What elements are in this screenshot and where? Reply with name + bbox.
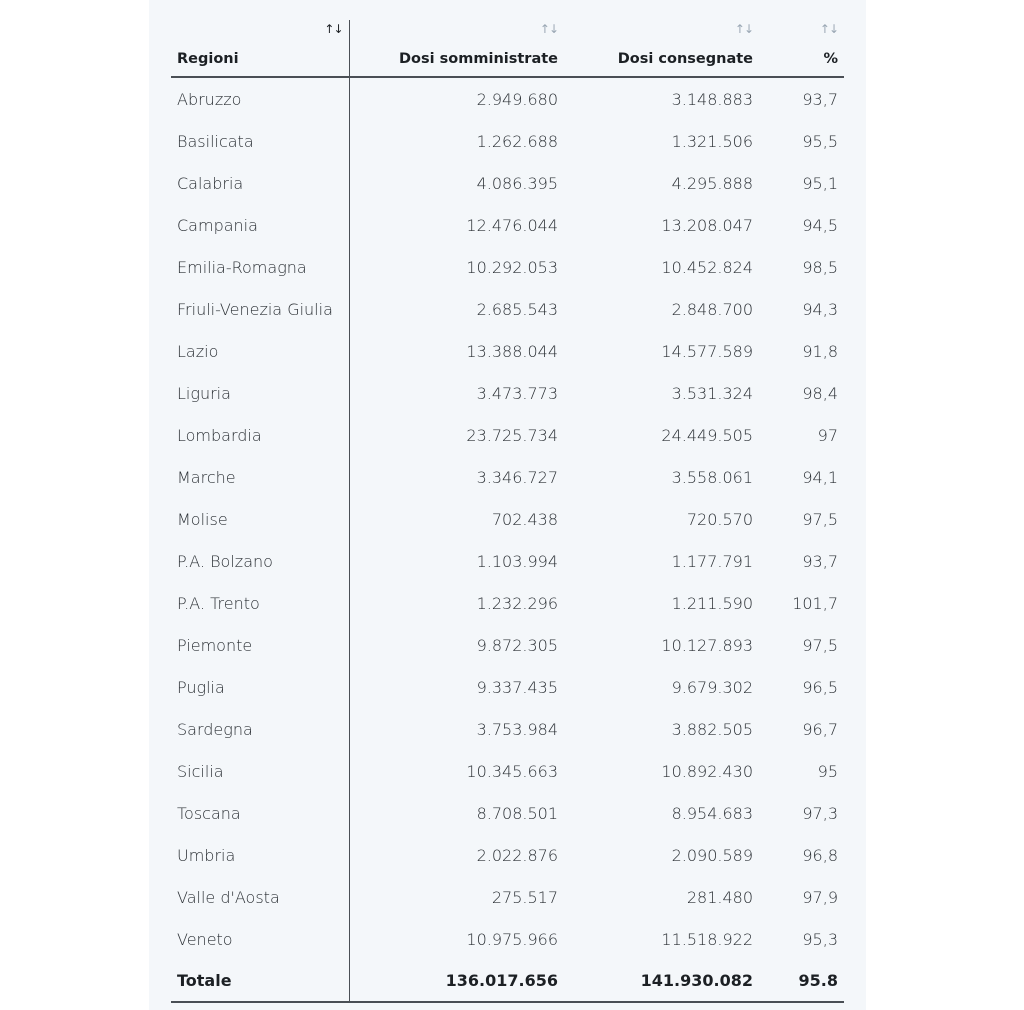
column-header-label: Dosi somministrate	[399, 51, 558, 67]
table-row	[171, 792, 844, 834]
cell-percent: 97	[817, 425, 838, 445]
cell-percent: 94,1	[802, 467, 838, 487]
column-header-label: Dosi consegnate	[617, 51, 753, 67]
cell-percent: 101,7	[792, 593, 838, 613]
sort-arrows-icon[interactable]: ↑↓	[734, 22, 753, 36]
cell-doses-administered: 275.517	[491, 887, 558, 907]
cell-percent: 96,5	[802, 677, 838, 697]
cell-doses-administered: 9.337.435	[476, 677, 558, 697]
cell-doses-delivered: 11.518.922	[661, 929, 753, 949]
cell-region: Toscana	[171, 792, 349, 834]
total-percent: 95.8	[759, 960, 844, 1002]
cell-region: Marche	[171, 456, 349, 498]
cell-doses-administered: 3.753.984	[476, 719, 558, 739]
cell-region: Calabria	[171, 162, 349, 204]
column-header-percent[interactable]	[759, 20, 844, 77]
cell-doses-delivered: 10.127.893	[661, 635, 753, 655]
table-row	[171, 77, 844, 120]
cell-region: P.A. Trento	[171, 582, 349, 624]
cell-doses-delivered: 3.558.061	[671, 467, 753, 487]
cell-doses-administered: 1.103.994	[476, 551, 558, 571]
cell-percent: 95,3	[802, 929, 838, 949]
cell-doses-administered: 3.346.727	[476, 467, 558, 487]
cell-doses-administered: 8.708.501	[476, 803, 558, 823]
total-label: Totale	[171, 960, 349, 1002]
cell-region: Puglia	[171, 666, 349, 708]
cell-region: Liguria	[171, 372, 349, 414]
table-row	[171, 666, 844, 708]
cell-region: Emilia-Romagna	[171, 246, 349, 288]
cell-doses-delivered: 720.570	[686, 509, 753, 529]
cell-percent: 91,8	[802, 341, 838, 361]
cell-percent: 94,5	[802, 215, 838, 235]
cell-region: Abruzzo	[171, 77, 349, 120]
vaccine-doses-table	[171, 20, 844, 1003]
column-header-label: %	[823, 51, 838, 67]
cell-percent: 97,9	[802, 887, 838, 907]
table-row	[171, 288, 844, 330]
cell-percent: 93,7	[802, 551, 838, 571]
cell-doses-delivered: 281.480	[686, 887, 753, 907]
cell-percent: 96,8	[802, 845, 838, 865]
total-doses-administered: 136.017.656	[349, 960, 564, 1002]
cell-percent: 95,5	[802, 131, 838, 151]
cell-doses-administered: 2.022.876	[476, 845, 558, 865]
cell-doses-delivered: 1.177.791	[671, 551, 753, 571]
cell-doses-administered: 10.345.663	[466, 761, 558, 781]
cell-percent: 95	[817, 761, 838, 781]
cell-doses-administered: 702.438	[491, 509, 558, 529]
cell-doses-administered: 2.949.680	[476, 89, 558, 109]
cell-doses-delivered: 14.577.589	[661, 341, 753, 361]
table-row	[171, 204, 844, 246]
cell-region: Lazio	[171, 330, 349, 372]
cell-percent: 95,1	[802, 173, 838, 193]
cell-doses-delivered: 10.892.430	[661, 761, 753, 781]
cell-percent: 97,5	[802, 509, 838, 529]
table-row	[171, 876, 844, 918]
cell-doses-delivered: 3.148.883	[671, 89, 753, 109]
table-row	[171, 750, 844, 792]
cell-region: Piemonte	[171, 624, 349, 666]
cell-doses-delivered: 10.452.824	[661, 257, 753, 277]
cell-percent: 94,3	[802, 299, 838, 319]
table-row	[171, 918, 844, 960]
cell-region: Sicilia	[171, 750, 349, 792]
cell-doses-delivered: 2.090.589	[671, 845, 753, 865]
table-row	[171, 414, 844, 456]
table-total-row	[171, 960, 844, 1002]
cell-doses-administered: 3.473.773	[476, 383, 558, 403]
cell-doses-delivered: 1.211.590	[671, 593, 753, 613]
cell-percent: 97,3	[802, 803, 838, 823]
table-body	[171, 77, 844, 1002]
table-row	[171, 372, 844, 414]
cell-doses-delivered: 9.679.302	[671, 677, 753, 697]
cell-region: Molise	[171, 498, 349, 540]
table-header-row	[171, 20, 844, 77]
cell-percent: 98,4	[802, 383, 838, 403]
cell-doses-administered: 10.975.966	[466, 929, 558, 949]
cell-doses-delivered: 24.449.505	[661, 425, 753, 445]
table-row	[171, 120, 844, 162]
cell-percent: 93,7	[802, 89, 838, 109]
cell-region: Friuli-Venezia Giulia	[171, 288, 349, 330]
total-doses-delivered: 141.930.082	[564, 960, 759, 1002]
column-header-regioni[interactable]	[171, 20, 349, 77]
sort-arrows-icon[interactable]: ↑↓	[324, 22, 343, 36]
cell-doses-administered: 10.292.053	[466, 257, 558, 277]
cell-region: Lombardia	[171, 414, 349, 456]
cell-region: Umbria	[171, 834, 349, 876]
table-row	[171, 498, 844, 540]
cell-region: Basilicata	[171, 120, 349, 162]
cell-doses-delivered: 4.295.888	[671, 173, 753, 193]
table-row	[171, 540, 844, 582]
cell-percent: 96,7	[802, 719, 838, 739]
cell-region: Valle d'Aosta	[171, 876, 349, 918]
cell-doses-delivered: 1.321.506	[671, 131, 753, 151]
table-row	[171, 456, 844, 498]
cell-doses-administered: 13.388.044	[466, 341, 558, 361]
cell-region: P.A. Bolzano	[171, 540, 349, 582]
table-row	[171, 330, 844, 372]
cell-doses-administered: 9.872.305	[476, 635, 558, 655]
column-header-dosi-somministrate[interactable]	[349, 20, 564, 77]
cell-region: Sardegna	[171, 708, 349, 750]
cell-doses-administered: 2.685.543	[476, 299, 558, 319]
cell-doses-administered: 1.232.296	[476, 593, 558, 613]
sort-arrows-icon[interactable]: ↑↓	[819, 22, 838, 36]
cell-percent: 98,5	[802, 257, 838, 277]
cell-doses-administered: 1.262.688	[476, 131, 558, 151]
table-row	[171, 708, 844, 750]
table-row	[171, 246, 844, 288]
sort-arrows-icon[interactable]: ↑↓	[539, 22, 558, 36]
table-row	[171, 582, 844, 624]
cell-region: Veneto	[171, 918, 349, 960]
cell-doses-administered: 12.476.044	[466, 215, 558, 235]
cell-doses-delivered: 13.208.047	[661, 215, 753, 235]
cell-doses-delivered: 8.954.683	[671, 803, 753, 823]
table-row	[171, 162, 844, 204]
table-row	[171, 624, 844, 666]
cell-percent: 97,5	[802, 635, 838, 655]
column-header-label: Regioni	[177, 51, 239, 67]
table-row	[171, 834, 844, 876]
cell-region: Campania	[171, 204, 349, 246]
cell-doses-delivered: 2.848.700	[671, 299, 753, 319]
cell-doses-delivered: 3.531.324	[671, 383, 753, 403]
cell-doses-administered: 4.086.395	[476, 173, 558, 193]
column-header-dosi-consegnate[interactable]	[564, 20, 759, 77]
cell-doses-delivered: 3.882.505	[671, 719, 753, 739]
cell-doses-administered: 23.725.734	[466, 425, 558, 445]
